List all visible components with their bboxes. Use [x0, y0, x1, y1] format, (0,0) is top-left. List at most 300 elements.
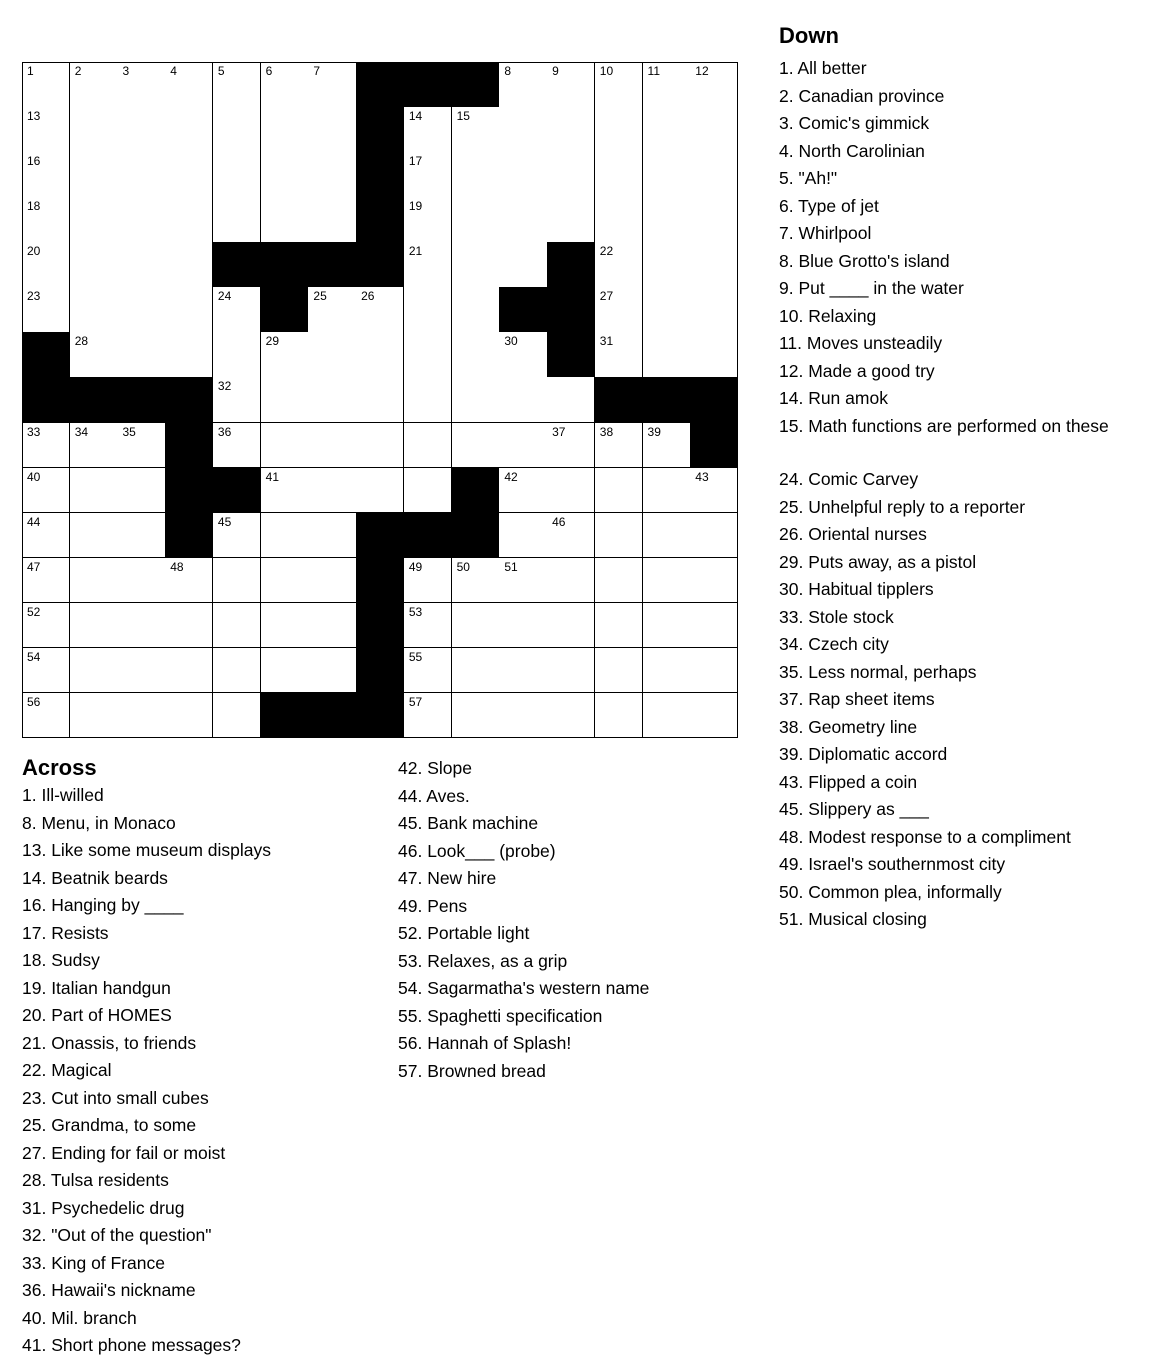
grid-cell[interactable]: [690, 242, 738, 288]
grid-cell[interactable]: [499, 513, 547, 559]
grid-cell[interactable]: [70, 197, 118, 243]
grid-cell[interactable]: [22, 513, 70, 559]
grid-cell[interactable]: [547, 107, 595, 153]
down-clue: 10. Relaxing: [779, 305, 877, 326]
grid-cell[interactable]: [165, 648, 213, 694]
grid-cell[interactable]: [70, 603, 118, 649]
grid-cell[interactable]: [308, 423, 356, 469]
grid-cell[interactable]: [356, 423, 404, 469]
grid-cell[interactable]: [499, 107, 547, 153]
grid-cell[interactable]: [308, 513, 356, 559]
down-clue: 30. Habitual tipplers: [779, 579, 934, 599]
grid-cell[interactable]: [70, 423, 118, 469]
grid-cell[interactable]: [499, 468, 547, 514]
cell-number: 31: [599, 334, 614, 349]
grid-cell[interactable]: [213, 152, 261, 198]
down-clue: 15. Math functions are performed on these: [779, 415, 1109, 436]
down-clue: 9. Put ____ in the water: [779, 278, 964, 298]
grid-cell[interactable]: [117, 423, 165, 469]
across-clue: 56. Hannah of Splash!: [398, 1033, 572, 1053]
across-clue: 57. Browned bread: [398, 1060, 546, 1081]
grid-cell[interactable]: [117, 693, 165, 739]
across-clue: 17. Resists: [22, 922, 109, 943]
cell-number: 29: [265, 334, 280, 349]
grid-cell[interactable]: [404, 107, 452, 153]
cell-number: 24: [217, 289, 232, 304]
across-clue: 33. King of France: [22, 1252, 165, 1273]
across-clue: 42. Slope: [398, 758, 472, 778]
grid-cell[interactable]: [213, 377, 261, 423]
grid-cell[interactable]: [117, 287, 165, 333]
grid-cell[interactable]: [213, 603, 261, 649]
across-clue: 14. Beatnik beards: [22, 867, 168, 888]
cell-number: 39: [647, 424, 661, 439]
grid-cell[interactable]: [452, 603, 500, 649]
grid-cell[interactable]: [499, 423, 547, 469]
grid-cell[interactable]: [356, 332, 404, 378]
grid-cell[interactable]: [261, 107, 309, 153]
down-clue: 2. Canadian province: [779, 85, 945, 106]
grid-cell[interactable]: [22, 107, 70, 153]
down-clue: 3. Comic's gimmick: [779, 113, 930, 133]
grid-black-square: [356, 603, 404, 649]
grid-black-square: [356, 62, 404, 108]
down-clue: 50. Common plea, informally: [779, 881, 1002, 902]
grid-cell[interactable]: [547, 558, 595, 604]
grid-cell[interactable]: [261, 332, 309, 378]
grid-black-square: [404, 513, 452, 559]
grid-cell[interactable]: [404, 648, 452, 694]
grid-black-square: [356, 558, 404, 604]
grid-cell[interactable]: [595, 287, 643, 333]
grid-cell[interactable]: [261, 197, 309, 243]
grid-cell[interactable]: [595, 603, 643, 649]
cell-number: 33: [27, 424, 41, 439]
grid-cell[interactable]: [22, 287, 70, 333]
cell-number: 11: [647, 64, 660, 78]
grid-cell[interactable]: [308, 377, 356, 423]
grid-cell[interactable]: [547, 693, 595, 739]
grid-cell[interactable]: [595, 197, 643, 243]
across-clue: 52. Portable light: [398, 923, 530, 943]
grid-cell[interactable]: [643, 152, 691, 198]
grid-cell[interactable]: [404, 558, 452, 604]
across-clue: 49. Pens: [398, 895, 468, 916]
grid-cell[interactable]: [117, 197, 165, 243]
grid-cell[interactable]: [595, 423, 643, 469]
grid-cell[interactable]: [452, 648, 500, 694]
cell-number: 37: [552, 424, 566, 439]
cell-number: 6: [265, 64, 273, 78]
cell-number: 41: [265, 469, 280, 484]
grid-cell[interactable]: [547, 152, 595, 198]
cell-number: 12: [695, 64, 709, 78]
grid-cell[interactable]: [643, 242, 691, 288]
grid-cell[interactable]: [213, 62, 261, 108]
grid-cell[interactable]: [452, 197, 500, 243]
grid-cell[interactable]: [643, 197, 691, 243]
grid-black-square: [213, 242, 261, 288]
grid-cell[interactable]: [499, 62, 547, 108]
down-clue: 43. Flipped a coin: [779, 771, 918, 792]
grid-cell[interactable]: [70, 287, 118, 333]
cell-number: 20: [27, 244, 41, 259]
across-clue: 55. Spaghetti specification: [398, 1005, 603, 1026]
down-clue: 6. Type of jet: [779, 195, 879, 216]
grid-cell[interactable]: [690, 107, 738, 153]
grid-black-square: [547, 242, 595, 288]
grid-cell[interactable]: [595, 693, 643, 739]
cell-number: 25: [313, 289, 327, 304]
cell-number: 45: [217, 514, 232, 529]
down-clue: 48. Modest response to a compliment: [779, 826, 1071, 847]
grid-cell[interactable]: [643, 62, 691, 108]
cell-number: 53: [408, 604, 423, 619]
grid-cell[interactable]: [595, 62, 643, 108]
grid-cell[interactable]: [70, 242, 118, 288]
grid-cell[interactable]: [404, 377, 452, 423]
down-clue: 29. Puts away, as a pistol: [779, 551, 977, 572]
grid-cell[interactable]: [499, 558, 547, 604]
grid-cell[interactable]: [70, 558, 118, 604]
grid-cell[interactable]: [308, 332, 356, 378]
down-clue: 38. Geometry line: [779, 716, 918, 737]
grid-cell[interactable]: [452, 287, 500, 333]
grid-cell[interactable]: [213, 693, 261, 739]
down-clue: 1. All better: [779, 58, 867, 78]
cell-number: 36: [217, 424, 232, 439]
cell-number: 2: [74, 64, 82, 78]
across-clue: 23. Cut into small cubes: [22, 1087, 209, 1108]
grid-black-square: [356, 197, 404, 243]
cell-number: 34: [74, 424, 89, 439]
grid-cell[interactable]: [404, 423, 452, 469]
down-clue: 26. Oriental nurses: [779, 524, 927, 544]
grid-cell[interactable]: [643, 513, 691, 559]
grid-cell[interactable]: [261, 603, 309, 649]
cell-number: 49: [408, 559, 423, 574]
grid-cell[interactable]: [261, 513, 309, 559]
down-clue: 12. Made a good try: [779, 360, 935, 381]
across-clue: 41. Short phone messages?: [22, 1335, 241, 1355]
grid-cell[interactable]: [547, 377, 595, 423]
cell-number: 47: [27, 559, 41, 574]
cell-number: 55: [408, 649, 423, 664]
grid-cell[interactable]: [308, 468, 356, 514]
grid-cell[interactable]: [22, 152, 70, 198]
grid-cell[interactable]: [117, 603, 165, 649]
grid-cell[interactable]: [261, 648, 309, 694]
grid-cell[interactable]: [261, 377, 309, 423]
grid-cell[interactable]: [690, 603, 738, 649]
grid-cell[interactable]: [22, 468, 70, 514]
grid-cell[interactable]: [165, 332, 213, 378]
grid-cell[interactable]: [117, 558, 165, 604]
grid-cell[interactable]: [165, 62, 213, 108]
grid-cell[interactable]: [308, 107, 356, 153]
grid-cell[interactable]: [499, 377, 547, 423]
grid-cell[interactable]: [404, 152, 452, 198]
across-clue: 31. Psychedelic drug: [22, 1197, 185, 1218]
cell-number: 10: [599, 64, 614, 78]
grid-cell[interactable]: [165, 287, 213, 333]
grid-cell[interactable]: [22, 603, 70, 649]
grid-cell[interactable]: [547, 513, 595, 559]
grid-cell[interactable]: [213, 423, 261, 469]
grid-black-square: [690, 377, 738, 423]
grid-cell[interactable]: [595, 558, 643, 604]
cell-number: 38: [599, 424, 614, 439]
across-clue: 25. Grandma, to some: [22, 1115, 197, 1135]
grid-cell[interactable]: [213, 648, 261, 694]
across-clue: 40. Mil. branch: [22, 1307, 137, 1328]
grid-black-square: [356, 152, 404, 198]
grid-cell[interactable]: [595, 242, 643, 288]
grid-cell[interactable]: [165, 242, 213, 288]
cell-number: 3: [122, 64, 130, 78]
grid-cell[interactable]: [165, 152, 213, 198]
cell-number: 19: [408, 199, 423, 214]
grid-cell[interactable]: [308, 603, 356, 649]
grid-black-square: [356, 513, 404, 559]
grid-cell[interactable]: [643, 648, 691, 694]
grid-cell[interactable]: [70, 107, 118, 153]
cell-number: 30: [504, 334, 518, 349]
grid-cell[interactable]: [404, 693, 452, 739]
grid-cell[interactable]: [499, 648, 547, 694]
grid-cell[interactable]: [356, 468, 404, 514]
grid-cell[interactable]: [499, 242, 547, 288]
grid-black-square: [356, 648, 404, 694]
cell-number: 15: [456, 109, 470, 124]
across-clue: 13. Like some museum displays: [22, 840, 271, 860]
across-clue: 20. Part of HOMES: [22, 1005, 172, 1025]
grid-cell[interactable]: [643, 693, 691, 739]
grid-cell[interactable]: [404, 287, 452, 333]
down-clue: 8. Blue Grotto's island: [779, 250, 950, 271]
down-clue-list-2: [779, 466, 1071, 934]
grid-cell[interactable]: [117, 242, 165, 288]
grid-cell[interactable]: [213, 287, 261, 333]
grid-cell[interactable]: [452, 332, 500, 378]
grid-cell[interactable]: [452, 377, 500, 423]
across-clue: 18. Sudsy: [22, 950, 100, 970]
cell-number: 46: [552, 514, 566, 529]
grid-cell[interactable]: [690, 513, 738, 559]
across-clue: 8. Menu, in Monaco: [22, 812, 176, 833]
grid-cell[interactable]: [22, 648, 70, 694]
down-heading: Down: [779, 23, 839, 48]
cell-number: 57: [408, 694, 423, 709]
grid-black-square: [165, 423, 213, 469]
grid-cell[interactable]: [261, 423, 309, 469]
grid-cell[interactable]: [404, 242, 452, 288]
grid-cell[interactable]: [595, 107, 643, 153]
grid-cell[interactable]: [308, 287, 356, 333]
grid-cell[interactable]: [117, 513, 165, 559]
grid-cell[interactable]: [22, 423, 70, 469]
grid-black-square: [261, 242, 309, 288]
grid-cell[interactable]: [452, 558, 500, 604]
grid-cell[interactable]: [213, 332, 261, 378]
grid-cell[interactable]: [643, 423, 691, 469]
grid-cell[interactable]: [117, 648, 165, 694]
grid-cell[interactable]: [690, 558, 738, 604]
grid-black-square: [499, 287, 547, 333]
across-clue: 45. Bank machine: [398, 813, 539, 833]
grid-cell[interactable]: [213, 197, 261, 243]
grid-cell[interactable]: [261, 152, 309, 198]
grid-cell[interactable]: [70, 332, 118, 378]
grid-cell[interactable]: [213, 107, 261, 153]
grid-cell[interactable]: [595, 468, 643, 514]
grid-black-square: [165, 468, 213, 514]
grid-cell[interactable]: [643, 558, 691, 604]
grid-cell[interactable]: [690, 62, 738, 108]
grid-black-square: [356, 693, 404, 739]
grid-cell[interactable]: [356, 377, 404, 423]
grid-black-square: [356, 107, 404, 153]
grid-black-square: [547, 332, 595, 378]
grid-cell[interactable]: [22, 242, 70, 288]
grid-cell[interactable]: [117, 107, 165, 153]
grid-cell[interactable]: [595, 648, 643, 694]
grid-cell[interactable]: [165, 107, 213, 153]
grid-cell[interactable]: [452, 423, 500, 469]
down-clue: 25. Unhelpful reply to a reporter: [779, 496, 1026, 517]
cell-number: 9: [552, 64, 559, 78]
cell-number: 7: [313, 64, 321, 78]
grid-cell[interactable]: [499, 603, 547, 649]
grid-cell[interactable]: [643, 287, 691, 333]
grid-cell[interactable]: [165, 693, 213, 739]
grid-cell[interactable]: [499, 332, 547, 378]
down-clue: 11. Moves unsteadily: [779, 333, 943, 353]
grid-cell[interactable]: [690, 332, 738, 378]
grid-cell[interactable]: [213, 513, 261, 559]
cell-number: 48: [170, 559, 184, 574]
grid-cell[interactable]: [404, 603, 452, 649]
grid-black-square: [404, 62, 452, 108]
grid-cell[interactable]: [22, 693, 70, 739]
grid-cell[interactable]: [70, 62, 118, 108]
grid-cell[interactable]: [22, 62, 70, 108]
grid-cell[interactable]: [70, 693, 118, 739]
grid-cell[interactable]: [595, 513, 643, 559]
grid-cell[interactable]: [70, 468, 118, 514]
grid-cell[interactable]: [499, 197, 547, 243]
grid-cell[interactable]: [595, 332, 643, 378]
grid-cell[interactable]: [404, 468, 452, 514]
across-clue: 46. Look___ (probe): [398, 840, 556, 861]
cell-number: 26: [361, 289, 375, 304]
grid-cell[interactable]: [308, 197, 356, 243]
grid-cell[interactable]: [547, 423, 595, 469]
cell-number: 50: [456, 559, 470, 574]
grid-cell[interactable]: [499, 152, 547, 198]
grid-cell[interactable]: [690, 648, 738, 694]
grid-cell[interactable]: [690, 468, 738, 514]
grid-cell[interactable]: [547, 603, 595, 649]
grid-cell[interactable]: [261, 468, 309, 514]
grid-cell[interactable]: [595, 152, 643, 198]
grid-cell[interactable]: [690, 152, 738, 198]
grid-black-square: [308, 693, 356, 739]
grid-cell[interactable]: [117, 332, 165, 378]
grid-cell[interactable]: [452, 242, 500, 288]
grid-cell[interactable]: [452, 107, 500, 153]
grid-cell[interactable]: [22, 558, 70, 604]
cell-number: 18: [27, 199, 41, 214]
grid-cell[interactable]: [547, 62, 595, 108]
grid-cell[interactable]: [404, 197, 452, 243]
grid-black-square: [117, 377, 165, 423]
grid-cell[interactable]: [165, 603, 213, 649]
cell-number: 5: [217, 64, 225, 78]
grid-black-square: [165, 513, 213, 559]
cell-number: 54: [27, 649, 41, 664]
across-clue: 54. Sagarmatha's western name: [398, 978, 650, 998]
grid-cell[interactable]: [356, 287, 404, 333]
down-clue: 34. Czech city: [779, 634, 889, 654]
grid-cell[interactable]: [499, 693, 547, 739]
grid-cell[interactable]: [690, 693, 738, 739]
grid-cell[interactable]: [165, 197, 213, 243]
down-clue-list-1: [779, 55, 1109, 440]
down-clue: 49. Israel's southernmost city: [779, 854, 1006, 874]
grid-cell[interactable]: [308, 62, 356, 108]
grid-cell[interactable]: [643, 107, 691, 153]
grid-cell[interactable]: [308, 558, 356, 604]
grid-cell[interactable]: [261, 62, 309, 108]
grid-cell[interactable]: [643, 332, 691, 378]
grid-cell[interactable]: [22, 197, 70, 243]
down-clue: 33. Stole stock: [779, 606, 894, 627]
crossword-grid: [22, 62, 738, 738]
cell-number: 35: [122, 424, 136, 439]
grid-cell[interactable]: [70, 648, 118, 694]
cell-number: 13: [27, 109, 41, 124]
down-clue: 45. Slippery as ___: [779, 799, 929, 819]
grid-cell[interactable]: [117, 152, 165, 198]
grid-cell[interactable]: [117, 62, 165, 108]
grid-cell[interactable]: [165, 558, 213, 604]
cell-number: 8: [504, 64, 512, 78]
grid-cell[interactable]: [643, 603, 691, 649]
grid-cell[interactable]: [452, 152, 500, 198]
cell-number: 28: [74, 334, 89, 349]
grid-cell[interactable]: [213, 558, 261, 604]
grid-black-square: [452, 62, 500, 108]
grid-cell[interactable]: [308, 648, 356, 694]
grid-cell[interactable]: [452, 693, 500, 739]
grid-cell[interactable]: [261, 558, 309, 604]
grid-cell[interactable]: [70, 513, 118, 559]
grid-cell[interactable]: [690, 287, 738, 333]
grid-cell[interactable]: [404, 332, 452, 378]
grid-cell[interactable]: [70, 152, 118, 198]
grid-cell[interactable]: [547, 648, 595, 694]
grid-cell[interactable]: [690, 197, 738, 243]
grid-black-square: [22, 332, 70, 378]
grid-black-square: [261, 693, 309, 739]
grid-cell[interactable]: [308, 152, 356, 198]
grid-cell[interactable]: [547, 468, 595, 514]
grid-cell[interactable]: [117, 468, 165, 514]
down-clue: 24. Comic Carvey: [779, 469, 919, 489]
grid-cell[interactable]: [547, 197, 595, 243]
grid-cell[interactable]: [643, 468, 691, 514]
